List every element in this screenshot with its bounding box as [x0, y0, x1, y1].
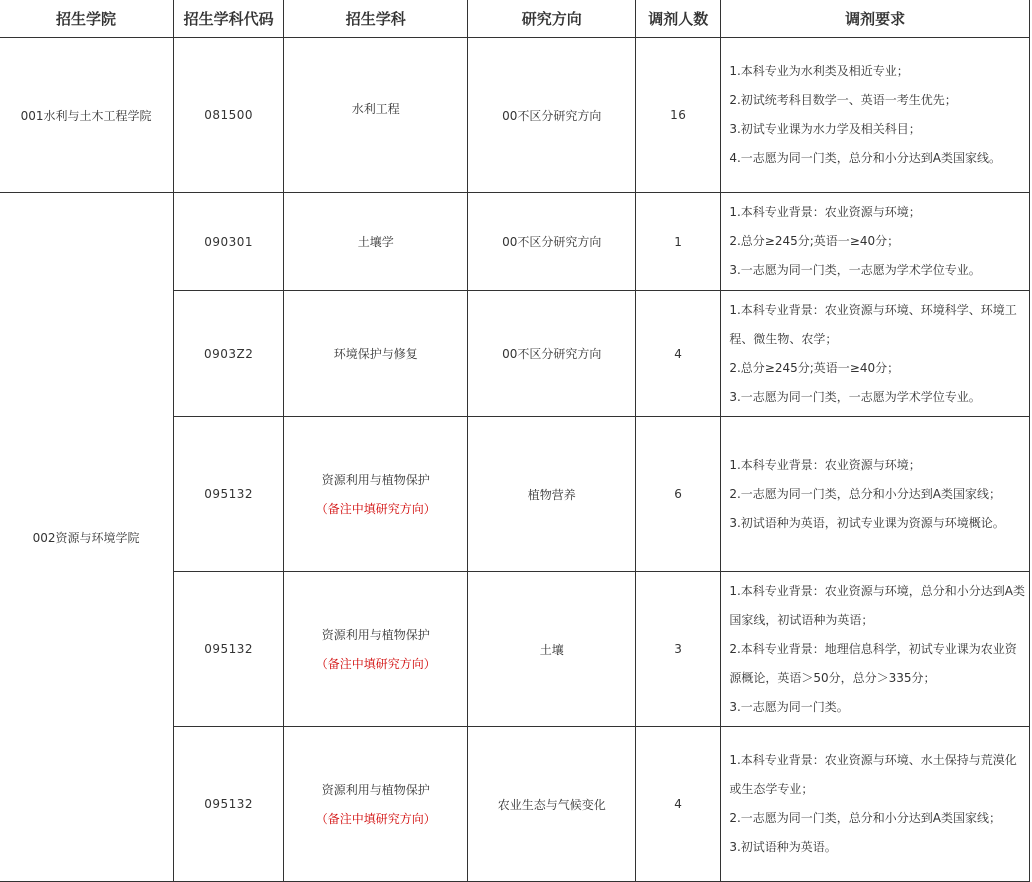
- subject-name: 资源利用与植物保护: [321, 628, 430, 642]
- requirement-item: 1.本科专业背景：农业资源与环境；: [729, 457, 921, 472]
- subject-code-cell: 081500: [174, 38, 284, 193]
- direction-cell: 农业生态与气候变化: [468, 727, 636, 882]
- requirement-item: 3.初试专业课为水力学及相关科目；: [729, 122, 921, 136]
- count-cell: 6: [636, 417, 721, 572]
- subject-cell: [284, 417, 468, 572]
- subject-cell: [284, 38, 468, 193]
- requirement-item: 2.初试统考科目数学一、英语一考生优先；: [729, 93, 957, 107]
- subject-name: 环境保护与修复: [333, 347, 418, 361]
- direction-cell: 土壤: [468, 572, 636, 727]
- requirements-cell: [721, 417, 1030, 572]
- requirement-item: 1.本科专业背景：农业资源与环境、水土保持与荒漠化或生态学专业；: [729, 753, 1017, 796]
- requirement-item: 1.本科专业为水利类及相近专业；: [729, 64, 909, 78]
- count-cell: 1: [636, 193, 721, 291]
- requirement-item: 2.总分≥245分;英语一≥40分；: [729, 234, 900, 248]
- requirements-cell: [721, 727, 1030, 882]
- requirements-cell: [721, 38, 1030, 193]
- count-cell: 4: [636, 291, 721, 417]
- requirement-item: 2.总分≥245分;英语一≥40分；: [729, 360, 900, 375]
- subject-name: 土壤学: [357, 235, 394, 249]
- count-cell: 3: [636, 572, 721, 727]
- requirement-item: 3.一志愿为同一门类，一志愿为学术学位专业。: [729, 389, 981, 404]
- table-row: [0, 193, 1030, 291]
- requirement-item: 2.一志愿为同一门类，总分和小分达到A类国家线；: [729, 811, 1002, 825]
- count-cell: 16: [636, 38, 721, 193]
- college-cell: 002资源与环境学院: [0, 193, 174, 882]
- requirements-cell: [721, 291, 1030, 417]
- college-cell: 001水利与土木工程学院: [0, 38, 174, 193]
- requirement-item: 1.本科专业背景：农业资源与环境、环境科学、环境工程、微生物、农学；: [729, 302, 1017, 346]
- subject-code-cell: 095132: [174, 572, 284, 727]
- subject-cell: [284, 727, 468, 882]
- direction-cell: 00不区分研究方向: [468, 193, 636, 291]
- subject-name: 资源利用与植物保护: [321, 473, 430, 487]
- subject-cell: [284, 572, 468, 727]
- subject-code-cell: 095132: [174, 727, 284, 882]
- header-college: 招生学院: [0, 0, 174, 38]
- subject-code-cell: 0903Z2: [174, 291, 284, 417]
- subject-note: （备注中填研究方向）: [315, 502, 436, 516]
- subject-name: 水利工程: [351, 102, 400, 116]
- requirement-item: 3.初试语种为英语，初试专业课为资源与环境概论。: [729, 515, 1005, 530]
- requirement-item: 3.一志愿为同一门类。: [729, 699, 849, 714]
- requirements-cell: [721, 572, 1030, 727]
- requirement-item: 1.本科专业背景：农业资源与环境；: [729, 205, 921, 219]
- header-count: 调剂人数: [636, 0, 721, 38]
- table-row: [0, 38, 1030, 193]
- requirement-item: 4.一志愿为同一门类，总分和小分达到A类国家线。: [729, 151, 1002, 165]
- count-cell: 4: [636, 727, 721, 882]
- requirement-item: 3.初试语种为英语。: [729, 840, 837, 854]
- header-requirements: 调剂要求: [721, 0, 1030, 38]
- subject-name: 资源利用与植物保护: [321, 783, 430, 797]
- direction-cell: 00不区分研究方向: [468, 38, 636, 193]
- subject-cell: [284, 291, 468, 417]
- header-subject-code: 招生学科代码: [174, 0, 284, 38]
- subject-cell: [284, 193, 468, 291]
- header-row: [0, 0, 1030, 38]
- header-subject: 招生学科: [284, 0, 468, 38]
- direction-cell: 植物营养: [468, 417, 636, 572]
- header-direction: 研究方向: [468, 0, 636, 38]
- requirement-item: 3.一志愿为同一门类，一志愿为学术学位专业。: [729, 263, 981, 277]
- requirement-item: 1.本科专业背景：农业资源与环境，总分和小分达到A类国家线，初试语种为英语；: [729, 583, 1026, 627]
- requirements-cell: [721, 193, 1030, 291]
- requirement-item: 2.一志愿为同一门类，总分和小分达到A类国家线；: [729, 486, 1002, 501]
- subject-note: （备注中填研究方向）: [315, 812, 436, 826]
- subject-code-cell: 095132: [174, 417, 284, 572]
- subject-code-cell: 090301: [174, 193, 284, 291]
- direction-cell: 00不区分研究方向: [468, 291, 636, 417]
- requirement-item: 2.本科专业背景：地理信息科学，初试专业课为农业资源概论，英语＞50分，总分＞335分；: [729, 641, 1017, 685]
- subject-note: （备注中填研究方向）: [315, 657, 436, 671]
